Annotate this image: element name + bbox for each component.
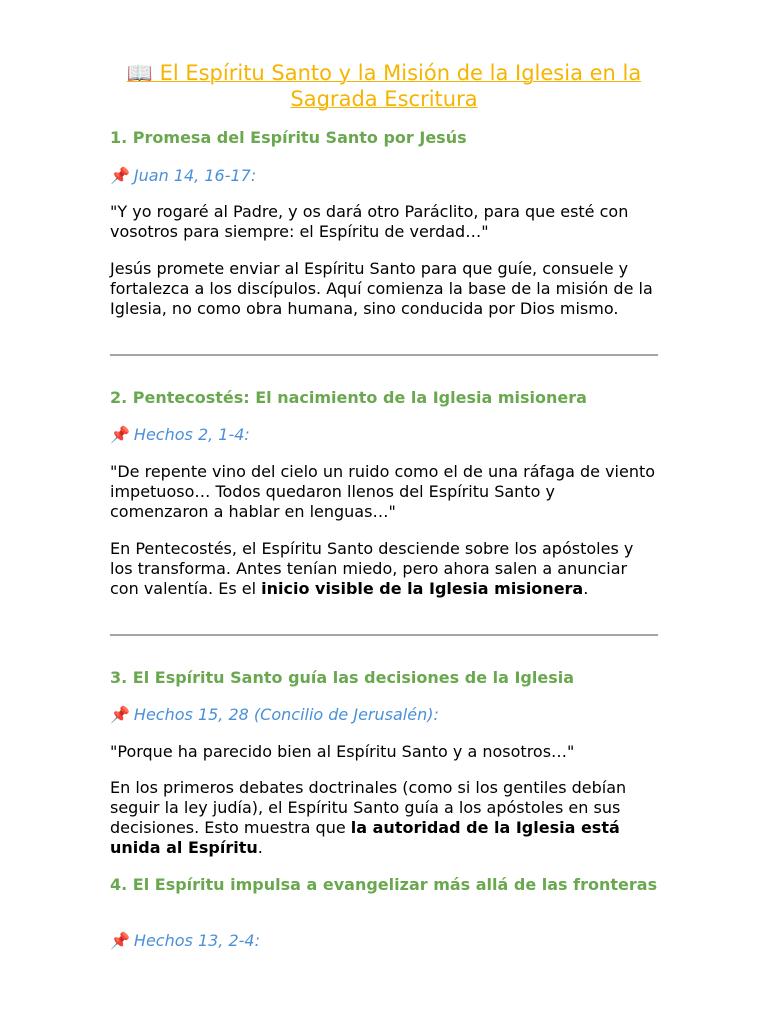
pin-icon: 📌	[110, 705, 130, 724]
section-4-reference-text: Hechos 13, 2-4:	[133, 931, 260, 950]
document-title[interactable]: 📖 El Espíritu Santo y la Misión de la Iglesia en la Sagrada Escritura	[126, 61, 642, 111]
section-divider	[110, 354, 658, 356]
pin-icon: 📌	[110, 931, 130, 950]
section-1-quote: "Y yo rogaré al Padre, y os dará otro Paráclito, para que esté con vosotros para siempre: el Espíritu de verdad…"	[110, 202, 629, 241]
section-3-reference	[110, 705, 658, 725]
section-2-paragraph-text: En Pentecostés, el Espíritu Santo desciende sobre los apóstoles y los transforma. Antes tenían miedo, pero ahora salen a anunciar con valentía. Es el	[110, 539, 634, 598]
section-3-paragraph-text: En los primeros debates doctrinales (como si los gentiles debían seguir la ley judía), el Espíritu Santo guía a los apóstoles en sus decisiones. Esto muestra que	[110, 778, 627, 837]
section-2-quote: "De repente vino del cielo un ruido como el de una ráfaga de viento impetuoso… Todos quedaron llenos del Espíritu Santo y comenzaron a hablar en lenguas…"	[110, 462, 656, 521]
section-2-reference-text: Hechos 2, 1-4:	[133, 425, 250, 444]
section-3-paragraph-end: .	[257, 838, 263, 857]
section-1-reference	[110, 166, 658, 186]
section-1-paragraph: Jesús promete enviar al Espíritu Santo para que guíe, consuele y fortalezca a los discípulos. Aquí comienza la base de la misión de la Iglesia, no como obra humana, sino conducida por Dios mismo.	[110, 259, 653, 318]
section-2-paragraph-bold: inicio visible de la Iglesia misionera	[261, 579, 584, 598]
section-1-reference-text: Juan 14, 16-17:	[133, 166, 257, 185]
section-4-reference	[110, 931, 658, 951]
section-2-heading: 2. Pentecostés: El nacimiento de la Iglesia misionera	[110, 388, 587, 407]
pin-icon: 📌	[110, 425, 130, 444]
section-3-reference-text: Hechos 15, 28 (Concilio de Jerusalén):	[133, 705, 439, 724]
section-3-quote: "Porque ha parecido bien al Espíritu Santo y a nosotros…"	[110, 742, 575, 761]
section-1-heading: 1. Promesa del Espíritu Santo por Jesús	[110, 128, 467, 147]
section-2-paragraph-end: .	[583, 579, 589, 598]
section-4-heading: 4. El Espíritu impulsa a evangelizar más allá de las fronteras	[110, 875, 658, 894]
section-divider	[110, 634, 658, 636]
pin-icon: 📌	[110, 166, 130, 185]
section-3-paragraph	[110, 778, 658, 858]
section-2-reference	[110, 425, 658, 445]
section-3-paragraph-bold: la autoridad de la Iglesia está unida al Espíritu	[110, 818, 620, 857]
section-2-paragraph	[110, 539, 658, 599]
section-3-heading: 3. El Espíritu Santo guía las decisiones de la Iglesia	[110, 668, 575, 687]
